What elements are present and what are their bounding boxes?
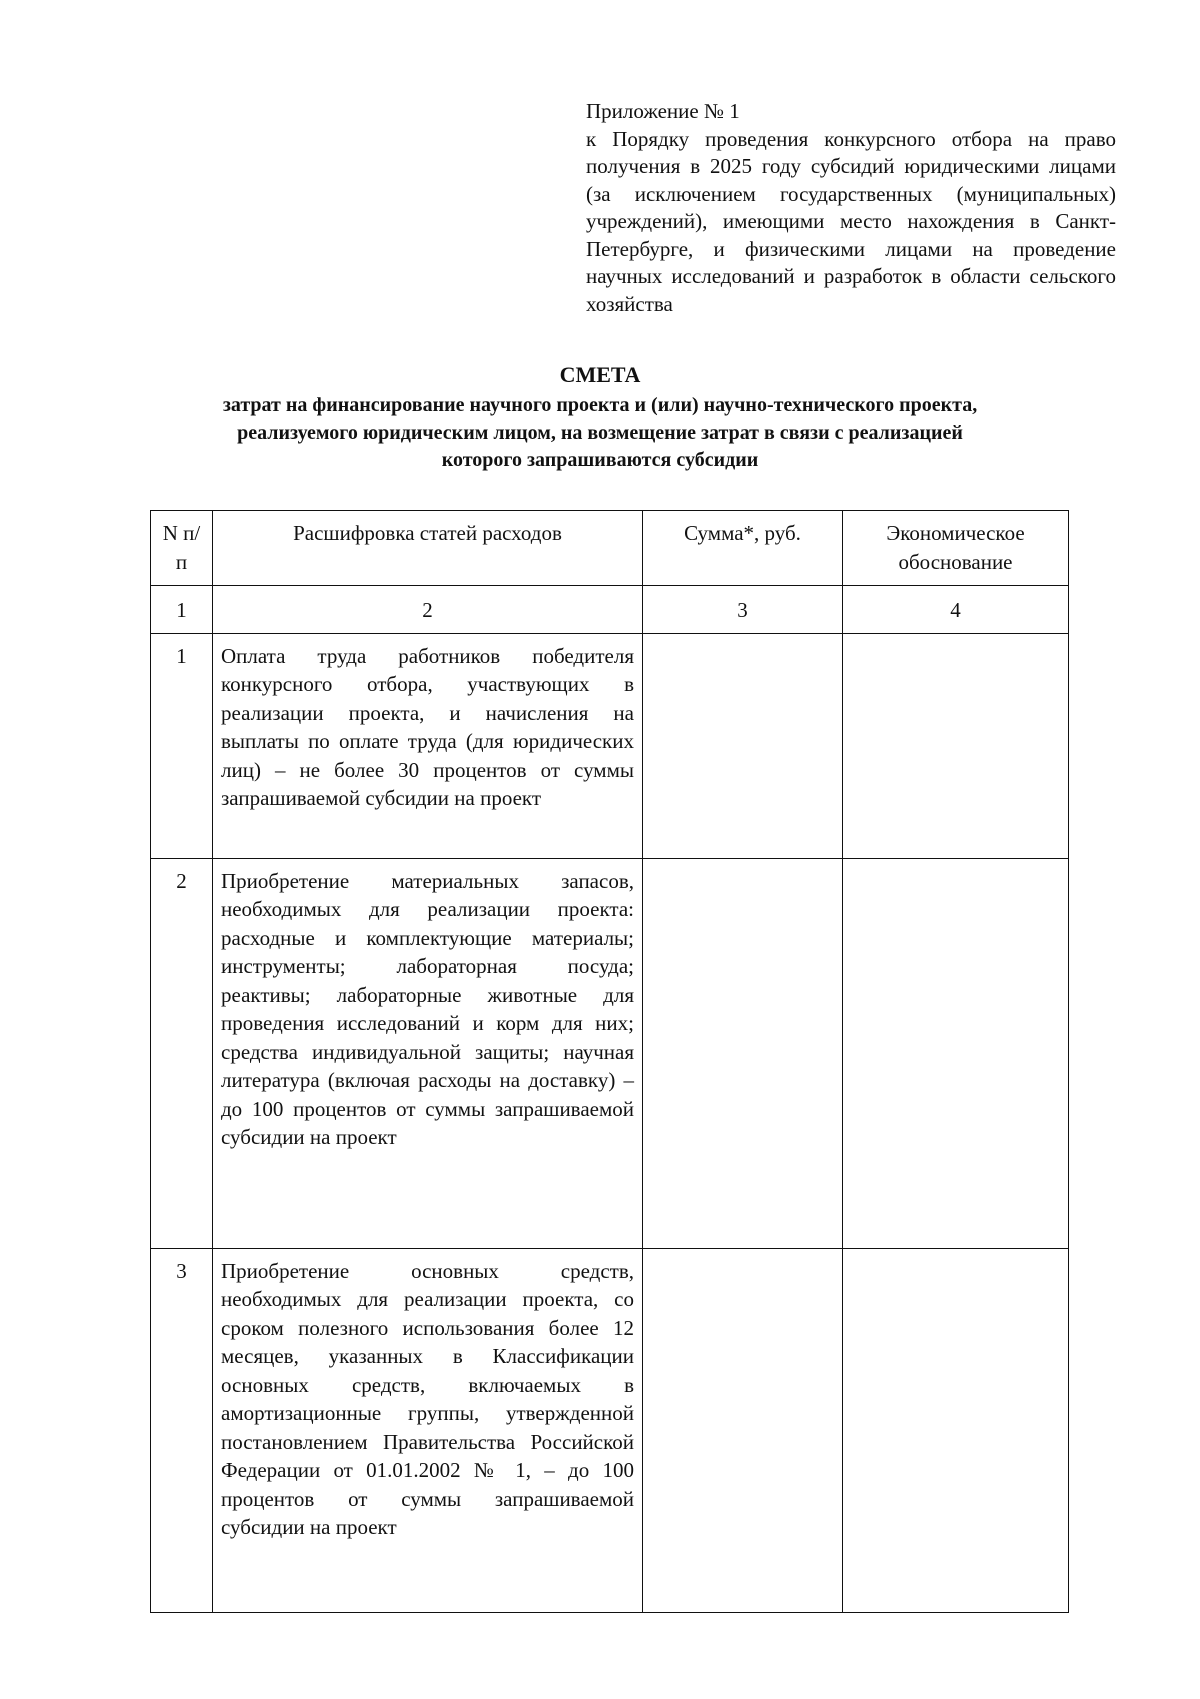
row-description: Приобретение материальных запасов, необходимых для реализации проекта: расходные и комплектующие материалы; инструменты; лабораторная посуда; реактивы; лабораторные животные для проведения исследований и корм для них; средства индивидуальной защиты; научная литература (включая расходы на доставку) – до 100 процентов от суммы запрашиваемой субсидии на проект	[213, 858, 643, 1248]
estimate-table	[150, 510, 1069, 1613]
appendix-block	[586, 98, 1116, 318]
header-desc: Расшифровка статей расходов	[213, 511, 643, 586]
row-description: Приобретение основных средств, необходимых для реализации проекта, со сроком полезного использования более 12 месяцев, указанных в Классификации основных средств, включаемых в амортизационные группы, утвержденной постановлением Правительства Российской Федерации от 01.01.2002 № 1, – до 100 процентов от суммы запрашиваемой субсидии на проект	[213, 1248, 643, 1612]
header-sum: Сумма*, руб.	[643, 511, 843, 586]
column-number: 4	[843, 586, 1069, 634]
row-sum-cell	[643, 1248, 843, 1612]
column-number: 3	[643, 586, 843, 634]
row-number: 3	[151, 1248, 213, 1612]
table-row	[151, 858, 1069, 1248]
document-heading	[150, 360, 1050, 475]
header-justification: Экономическое обоснование	[843, 511, 1069, 586]
row-sum-cell	[643, 858, 843, 1248]
column-number: 2	[213, 586, 643, 634]
table-row	[151, 1248, 1069, 1612]
column-number: 1	[151, 586, 213, 634]
row-sum-cell	[643, 633, 843, 858]
row-justification-cell	[843, 1248, 1069, 1612]
row-justification-cell	[843, 633, 1069, 858]
appendix-text: к Порядку проведения конкурсного отбора на право получения в 2025 году субсидий юридическими лицами (за исключением государственных (муниципальных) учреждений), имеющими место нахождения в Санкт-Петербурге, и физическими лицами на проведение научных исследований и разработок в области сельского хозяйства	[586, 126, 1116, 316]
appendix-title: Приложение № 1	[586, 99, 740, 123]
table-row	[151, 633, 1069, 858]
row-justification-cell	[843, 858, 1069, 1248]
row-number: 2	[151, 858, 213, 1248]
row-number: 1	[151, 633, 213, 858]
document-subtitle: затрат на финансирование научного проекта и (или) научно-технического проекта, реализуемого юридическим лицом, на возмещение затрат в связи с реализацией которого запрашиваются субсидии	[222, 394, 978, 471]
row-description: Оплата труда работников победителя конкурсного отбора, участвующих в реализации проекта, и начисления на выплаты по оплате труда (для юридических лиц) – не более 30 процентов от суммы запрашиваемой субсидии на проект	[213, 633, 643, 858]
document-title: СМЕТА	[559, 362, 641, 387]
header-num: N п/п	[151, 511, 213, 586]
table-header-row	[151, 511, 1069, 586]
column-number-row	[151, 586, 1069, 634]
